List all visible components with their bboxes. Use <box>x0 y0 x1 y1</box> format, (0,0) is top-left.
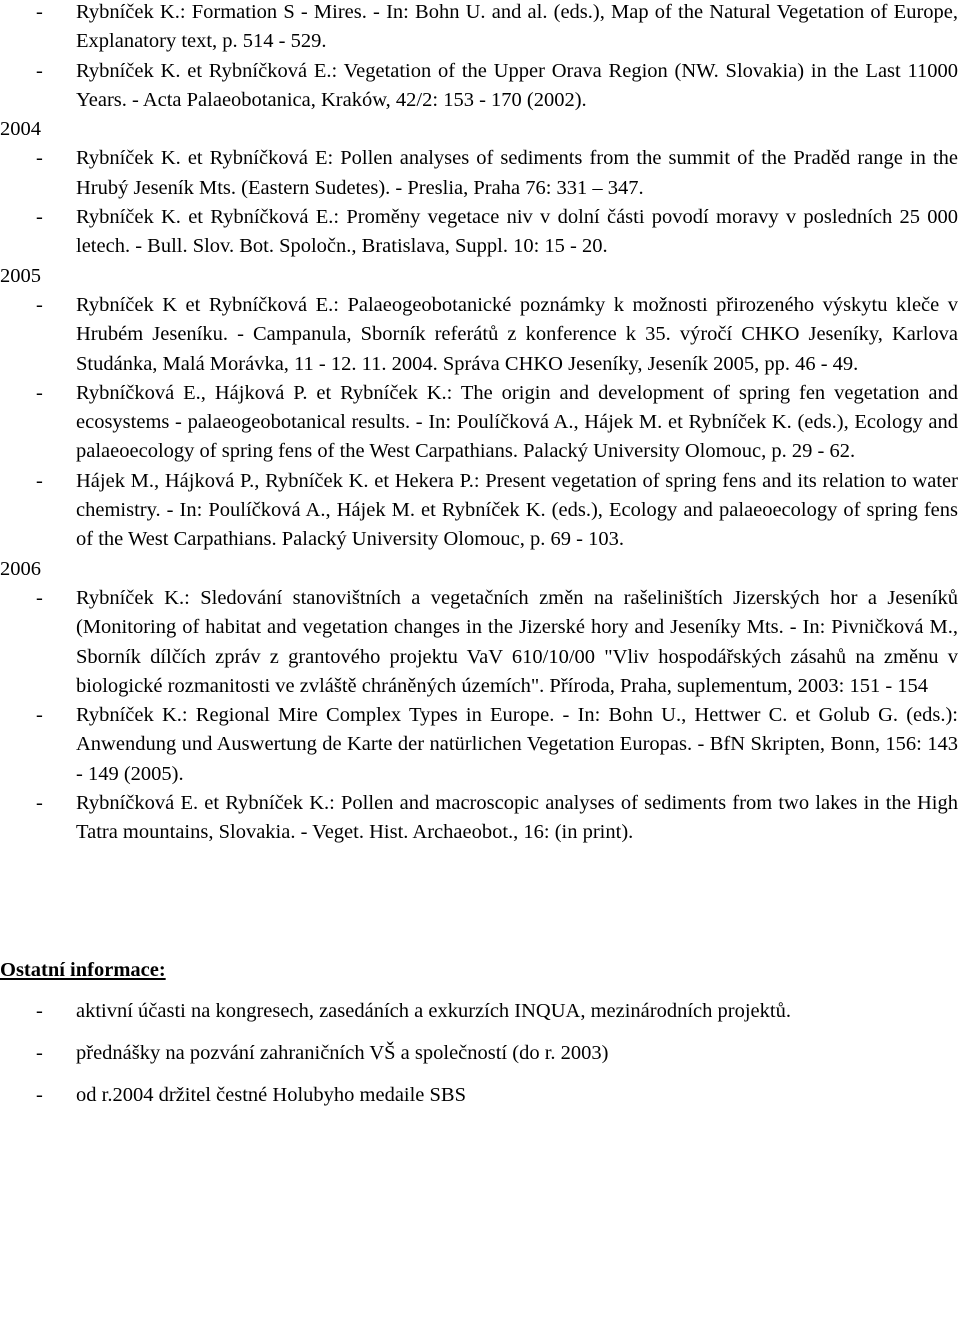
bullet-dash: - <box>36 1083 43 1106</box>
bullet-dash: - <box>36 586 43 609</box>
publication-text: Rybníček K. et Rybníčková E: Pollen analyses of sediments from the summit of the Praděd range in the Hrubý Jeseník Mts. (Eastern Sudetes). - Preslia, Praha 76: 331 – 347. <box>76 147 958 199</box>
info-list-item <box>0 990 960 1032</box>
year-heading-2005: 2005 <box>0 264 41 287</box>
bullet-dash: - <box>36 704 43 727</box>
publication-text: Rybníček K et Rybníčková E.: Palaeogeobotanické poznámky k možnosti přirozeného výskytu kleče v Hrubém Jeseníku. - Campanula, Sborník referátů z konference k 35. výročí CHKO Jeseníky, Karlova Studánka, Malá Morávka, 11 - 12. 11. 2004. Správa CHKO Jeseníky, Jeseník 2005, pp. 46 - 49. <box>76 293 958 375</box>
publication-text: Rybníček K. et Rybníčková E.: Vegetation of the Upper Orava Region (NW. Slovakia) in the Last 11000 Years. - Acta Palaeobotanica, Kraków, 42/2: 153 - 170 (2002). <box>76 59 958 111</box>
bullet-dash: - <box>36 469 43 492</box>
publication-text: Rybníčková E., Hájková P. et Rybníček K.: The origin and development of spring fen vegetation and ecosystems - palaeogeobotanical results. - In: Poulíčková A., Hájek M. et Rybníček K. (eds.), Ecology and palaeoecology of spring fens of the West Carpathians. Palacký University Olomouc, p. 29 - 62. <box>76 381 958 463</box>
publication-text: Rybníčková E. et Rybníček K.: Pollen and macroscopic analyses of sediments from two lakes in the High Tatra mountains, Slovakia. - Veget. Hist. Archaeobot., 16: (in print). <box>76 792 958 844</box>
info-text: přednášky na pozvání zahraničních VŠ a společností (do r. 2003) <box>76 1041 609 1064</box>
publication-entry <box>0 57 960 116</box>
publication-entry <box>0 144 960 203</box>
publication-entry <box>0 0 960 57</box>
section-gap <box>0 848 960 956</box>
publication-entry <box>0 584 960 701</box>
year-heading-2004: 2004 <box>0 118 41 141</box>
section-title-other-info: Ostatní informace: <box>0 958 166 981</box>
bullet-dash: - <box>36 1 43 23</box>
publication-entry <box>0 467 960 555</box>
publication-entry <box>0 203 960 262</box>
bullet-dash: - <box>36 999 43 1022</box>
bullet-dash: - <box>36 206 43 229</box>
bullet-dash: - <box>36 293 43 316</box>
info-list-item <box>0 1074 960 1116</box>
bullet-dash: - <box>36 59 43 82</box>
publication-entry <box>0 701 960 789</box>
bullet-dash: - <box>36 147 43 170</box>
publication-text: Rybníček K.: Formation S - Mires. - In: Bohn U. and al. (eds.), Map of the Natural Vegetation of Europe, Explanatory text, p. 514 - 529. <box>76 1 958 53</box>
bullet-dash: - <box>36 1041 43 1064</box>
publication-text: Rybníček K.: Regional Mire Complex Types in Europe. - In: Bohn U., Hettwer C. et Golub G. (eds.): Anwendung und Auswertung de Karte der natürlichen Vegetation Europas. - BfN Skripten, Bonn, 156: 143 - 149 (2005). <box>76 704 958 785</box>
publication-text: Rybníček K.: Sledování stanovištních a vegetačních změn na rašeliništích Jizerských hor a Jeseníků (Monitoring of habitat and vegetation changes in the Jizerské hory and Jeseníky Mts. - In: Pivničková M., Sborník dílčích zpráv z grantového projektu VaV 610/10/00 "Vliv hospodářských zásahů na změnu v biologické rozmanitosti ve zvláště chráněných územích". Příroda, Praha, suplementum, 2003: 151 - 154 <box>76 586 958 697</box>
bullet-dash: - <box>36 381 43 404</box>
info-text: od r.2004 držitel čestné Holubyho medaile SBS <box>76 1083 467 1106</box>
info-list-item <box>0 1032 960 1074</box>
publication-entry <box>0 379 960 467</box>
publication-text: Rybníček K. et Rybníčková E.: Proměny vegetace niv v dolní části povodí moravy v posledních 25 000 letech. - Bull. Slov. Bot. Spoločn., Bratislava, Suppl. 10: 15 - 20. <box>76 206 958 258</box>
publication-entry <box>0 789 960 848</box>
info-text: aktivní účasti na kongresech, zasedáních a exkurzích INQUA, mezinárodních projektů. <box>76 999 791 1022</box>
publication-text: Hájek M., Hájková P., Rybníček K. et Hekera P.: Present vegetation of spring fens and its relation to water chemistry. - In: Poulíčková A., Hájek M. et Rybníček K. (eds.), Ecology and palaeoecology of spring fens of the West Carpathians. Palacký University Olomouc, p. 69 - 103. <box>76 469 958 551</box>
publication-entry <box>0 291 960 379</box>
bullet-dash: - <box>36 792 43 815</box>
year-heading-2006: 2006 <box>0 557 41 580</box>
